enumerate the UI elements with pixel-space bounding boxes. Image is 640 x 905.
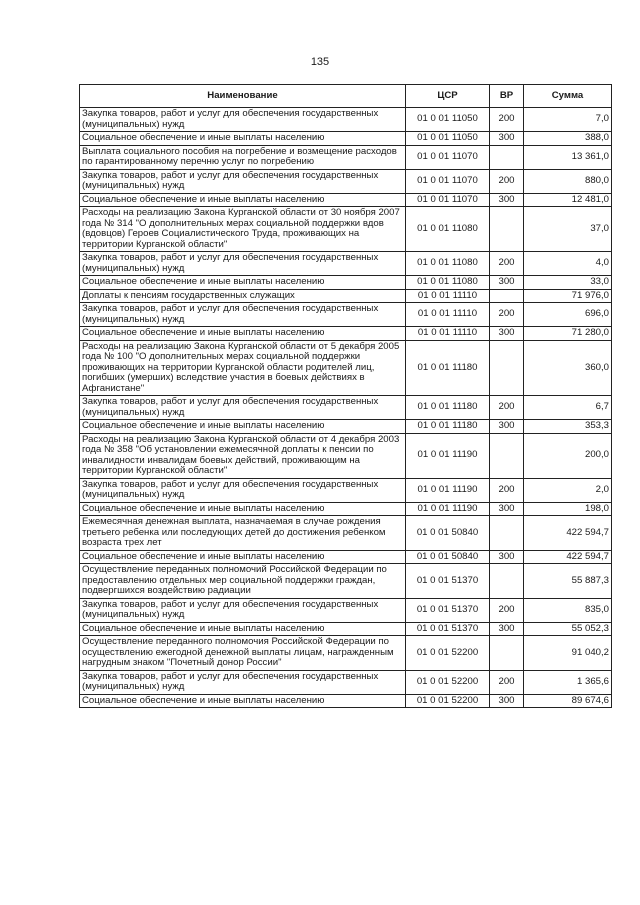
cell-sum: 89 674,6 bbox=[524, 694, 612, 708]
cell-sum: 37,0 bbox=[524, 207, 612, 252]
cell-vr: 200 bbox=[490, 396, 524, 420]
cell-sum: 7,0 bbox=[524, 108, 612, 132]
cell-name: Закупка товаров, работ и услуг для обеспечения государственных (муниципальных) нужд bbox=[80, 108, 406, 132]
cell-name: Социальное обеспечение и иные выплаты населению bbox=[80, 622, 406, 636]
cell-vr bbox=[490, 636, 524, 671]
cell-csr: 01 0 01 11180 bbox=[406, 340, 490, 396]
header-vr: ВР bbox=[490, 85, 524, 108]
cell-name: Социальное обеспечение и иные выплаты населению bbox=[80, 132, 406, 146]
cell-name: Осуществление переданного полномочия Российской Федерации по осуществлению ежегодной денежной выплаты лицам, награжденным нагрудным знаком "Почетный донор России" bbox=[80, 636, 406, 671]
table-header bbox=[80, 85, 612, 108]
cell-csr: 01 0 01 11190 bbox=[406, 502, 490, 516]
cell-csr: 01 0 01 11190 bbox=[406, 433, 490, 478]
table-row bbox=[80, 636, 612, 671]
cell-csr: 01 0 01 11050 bbox=[406, 108, 490, 132]
table-row bbox=[80, 564, 612, 599]
cell-csr: 01 0 01 51370 bbox=[406, 622, 490, 636]
table-row bbox=[80, 502, 612, 516]
table-row bbox=[80, 207, 612, 252]
cell-name: Социальное обеспечение и иные выплаты населению bbox=[80, 502, 406, 516]
cell-sum: 422 594,7 bbox=[524, 516, 612, 551]
cell-vr bbox=[490, 340, 524, 396]
cell-vr: 300 bbox=[490, 276, 524, 290]
cell-sum: 2,0 bbox=[524, 478, 612, 502]
cell-vr: 200 bbox=[490, 670, 524, 694]
table-row bbox=[80, 303, 612, 327]
cell-csr: 01 0 01 11110 bbox=[406, 289, 490, 303]
cell-vr: 300 bbox=[490, 550, 524, 564]
cell-csr: 01 0 01 51370 bbox=[406, 598, 490, 622]
cell-csr: 01 0 01 11110 bbox=[406, 327, 490, 341]
cell-name: Осуществление переданных полномочий Российской Федерации по предоставлению отдельных мер социальной поддержки граждан, подвергшихся воздействию радиации bbox=[80, 564, 406, 599]
cell-sum: 71 280,0 bbox=[524, 327, 612, 341]
cell-sum: 55 052,3 bbox=[524, 622, 612, 636]
cell-csr: 01 0 01 52200 bbox=[406, 670, 490, 694]
cell-name: Социальное обеспечение и иные выплаты населению bbox=[80, 420, 406, 434]
table-row bbox=[80, 252, 612, 276]
cell-csr: 01 0 01 51370 bbox=[406, 564, 490, 599]
cell-csr: 01 0 01 11050 bbox=[406, 132, 490, 146]
cell-vr bbox=[490, 289, 524, 303]
header-sum: Сумма bbox=[524, 85, 612, 108]
cell-csr: 01 0 01 50840 bbox=[406, 516, 490, 551]
cell-vr: 300 bbox=[490, 327, 524, 341]
cell-name: Закупка товаров, работ и услуг для обеспечения государственных (муниципальных) нужд bbox=[80, 670, 406, 694]
table-row bbox=[80, 516, 612, 551]
cell-csr: 01 0 01 50840 bbox=[406, 550, 490, 564]
cell-sum: 360,0 bbox=[524, 340, 612, 396]
cell-vr: 300 bbox=[490, 420, 524, 434]
header-csr: ЦСР bbox=[406, 85, 490, 108]
cell-vr: 200 bbox=[490, 252, 524, 276]
cell-vr bbox=[490, 145, 524, 169]
cell-sum: 6,7 bbox=[524, 396, 612, 420]
cell-vr bbox=[490, 564, 524, 599]
cell-name: Закупка товаров, работ и услуг для обеспечения государственных (муниципальных) нужд bbox=[80, 478, 406, 502]
table-row bbox=[80, 193, 612, 207]
table-row bbox=[80, 478, 612, 502]
cell-sum: 353,3 bbox=[524, 420, 612, 434]
table-row bbox=[80, 622, 612, 636]
cell-name: Закупка товаров, работ и услуг для обеспечения государственных (муниципальных) нужд bbox=[80, 169, 406, 193]
cell-name: Закупка товаров, работ и услуг для обеспечения государственных (муниципальных) нужд bbox=[80, 598, 406, 622]
cell-sum: 4,0 bbox=[524, 252, 612, 276]
cell-name: Доплаты к пенсиям государственных служащих bbox=[80, 289, 406, 303]
cell-vr: 200 bbox=[490, 598, 524, 622]
cell-name: Расходы на реализацию Закона Курганской области от 30 ноября 2007 года № 314 "О дополнительных мерах социальной поддержки вдов (вдовцов) Героев Социалистического Труда, проживающих на территории Курганской области" bbox=[80, 207, 406, 252]
table-row bbox=[80, 340, 612, 396]
cell-name: Расходы на реализацию Закона Курганской области от 4 декабря 2003 года № 358 "Об установлении ежемесячной доплаты к пенсии по инвалидности инвалидам боевых действий, проживающим на территории Курганской области" bbox=[80, 433, 406, 478]
cell-name: Социальное обеспечение и иные выплаты населению bbox=[80, 550, 406, 564]
cell-vr: 300 bbox=[490, 622, 524, 636]
cell-sum: 198,0 bbox=[524, 502, 612, 516]
cell-vr: 200 bbox=[490, 169, 524, 193]
table-row bbox=[80, 132, 612, 146]
cell-csr: 01 0 01 11070 bbox=[406, 193, 490, 207]
cell-sum: 91 040,2 bbox=[524, 636, 612, 671]
cell-csr: 01 0 01 11180 bbox=[406, 396, 490, 420]
cell-name: Социальное обеспечение и иные выплаты населению bbox=[80, 327, 406, 341]
table-row bbox=[80, 108, 612, 132]
cell-csr: 01 0 01 11180 bbox=[406, 420, 490, 434]
cell-vr: 300 bbox=[490, 132, 524, 146]
cell-vr bbox=[490, 433, 524, 478]
table-row bbox=[80, 433, 612, 478]
cell-name: Закупка товаров, работ и услуг для обеспечения государственных (муниципальных) нужд bbox=[80, 252, 406, 276]
cell-sum: 388,0 bbox=[524, 132, 612, 146]
cell-vr: 300 bbox=[490, 193, 524, 207]
cell-csr: 01 0 01 52200 bbox=[406, 694, 490, 708]
table-row bbox=[80, 145, 612, 169]
cell-sum: 835,0 bbox=[524, 598, 612, 622]
cell-csr: 01 0 01 11190 bbox=[406, 478, 490, 502]
cell-sum: 12 481,0 bbox=[524, 193, 612, 207]
cell-name: Социальное обеспечение и иные выплаты населению bbox=[80, 193, 406, 207]
cell-vr bbox=[490, 207, 524, 252]
table-body bbox=[80, 108, 612, 708]
cell-vr: 300 bbox=[490, 694, 524, 708]
cell-vr: 300 bbox=[490, 502, 524, 516]
table-row bbox=[80, 276, 612, 290]
cell-sum: 71 976,0 bbox=[524, 289, 612, 303]
table-row bbox=[80, 289, 612, 303]
table-row bbox=[80, 420, 612, 434]
cell-vr: 200 bbox=[490, 303, 524, 327]
cell-name: Закупка товаров, работ и услуг для обеспечения государственных (муниципальных) нужд bbox=[80, 303, 406, 327]
cell-csr: 01 0 01 11070 bbox=[406, 169, 490, 193]
cell-csr: 01 0 01 11070 bbox=[406, 145, 490, 169]
cell-csr: 01 0 01 11080 bbox=[406, 252, 490, 276]
cell-sum: 55 887,3 bbox=[524, 564, 612, 599]
page-number: 135 bbox=[310, 56, 330, 68]
header-row bbox=[80, 85, 612, 108]
table-row bbox=[80, 327, 612, 341]
cell-vr bbox=[490, 516, 524, 551]
cell-name: Социальное обеспечение и иные выплаты населению bbox=[80, 694, 406, 708]
table-row bbox=[80, 550, 612, 564]
table-row bbox=[80, 598, 612, 622]
cell-sum: 1 365,6 bbox=[524, 670, 612, 694]
cell-sum: 200,0 bbox=[524, 433, 612, 478]
budget-table bbox=[79, 84, 612, 708]
cell-sum: 13 361,0 bbox=[524, 145, 612, 169]
table-row bbox=[80, 670, 612, 694]
cell-name: Расходы на реализацию Закона Курганской области от 5 декабря 2005 года № 100 "О дополнительных мерах социальной поддержки проживающих на территории Курганской области родителей лиц, погибших (умерших) вследствие участия в боевых действиях в Афганистане" bbox=[80, 340, 406, 396]
cell-vr: 200 bbox=[490, 108, 524, 132]
cell-vr: 200 bbox=[490, 478, 524, 502]
table-row bbox=[80, 396, 612, 420]
table-row bbox=[80, 169, 612, 193]
cell-sum: 880,0 bbox=[524, 169, 612, 193]
cell-csr: 01 0 01 11110 bbox=[406, 303, 490, 327]
cell-name: Ежемесячная денежная выплата, назначаемая в случае рождения третьего ребенка или последующих детей до достижения ребенком возраста трех лет bbox=[80, 516, 406, 551]
cell-csr: 01 0 01 11080 bbox=[406, 276, 490, 290]
cell-name: Выплата социального пособия на погребение и возмещение расходов по гарантированному перечню услуг по погребению bbox=[80, 145, 406, 169]
cell-csr: 01 0 01 52200 bbox=[406, 636, 490, 671]
cell-name: Закупка товаров, работ и услуг для обеспечения государственных (муниципальных) нужд bbox=[80, 396, 406, 420]
cell-sum: 33,0 bbox=[524, 276, 612, 290]
cell-sum: 696,0 bbox=[524, 303, 612, 327]
cell-sum: 422 594,7 bbox=[524, 550, 612, 564]
table-row bbox=[80, 694, 612, 708]
header-name: Наименование bbox=[80, 85, 406, 108]
cell-csr: 01 0 01 11080 bbox=[406, 207, 490, 252]
cell-name: Социальное обеспечение и иные выплаты населению bbox=[80, 276, 406, 290]
